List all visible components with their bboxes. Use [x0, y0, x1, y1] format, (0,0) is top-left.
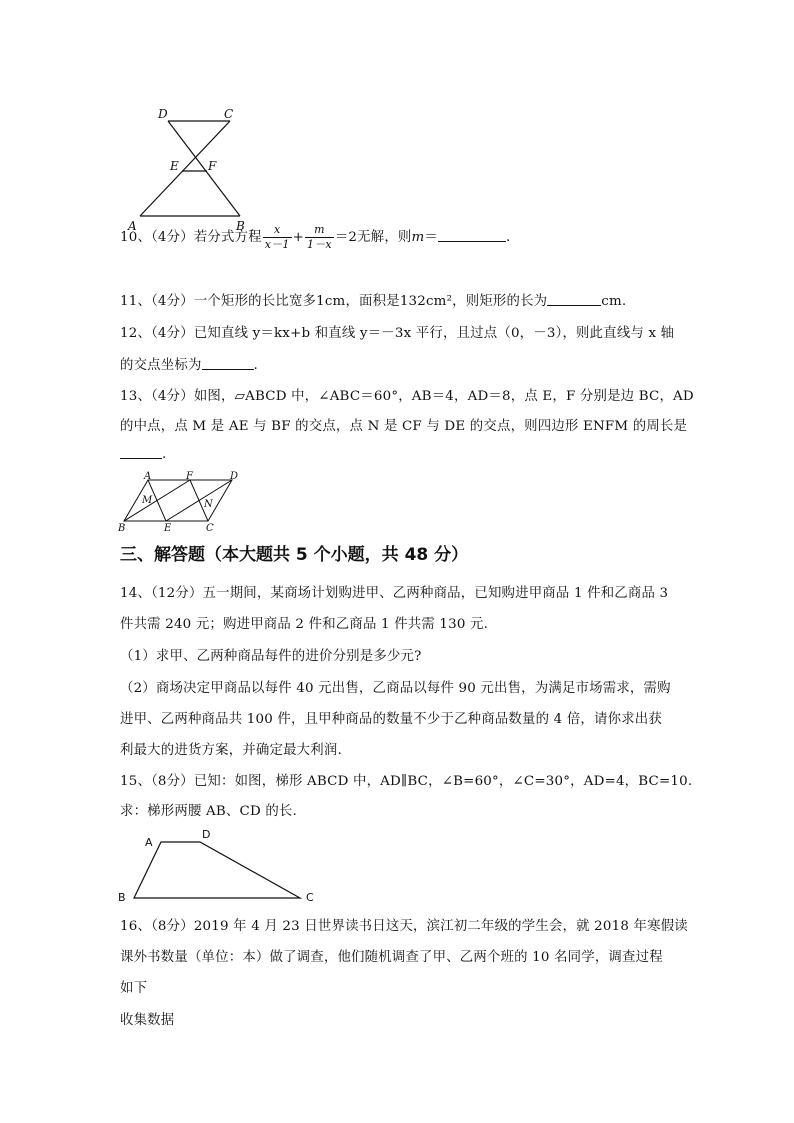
q12-line2-text: 的交点坐标为 [120, 358, 202, 373]
question-14-part-1: （1）求甲、乙两种商品每件的进价分别是多少元? [120, 649, 422, 664]
figure-trapezoid [112, 825, 322, 907]
q11-text: 11、（4分）一个矩形的长比宽多1cm，面积是132cm²，则矩形的长为 [120, 294, 548, 309]
question-11 [120, 290, 626, 309]
parallelogram-abcd [124, 480, 232, 521]
question-16-line-1: 16、（8分）2019 年 4 月 23 日世界读书日这天，滨江初二年级的学生会，就 2018 年寒假读 [120, 919, 688, 934]
trapezoid-abcd [134, 842, 300, 898]
label-m: M [142, 495, 153, 506]
label-b: B [118, 523, 126, 534]
label-d: D [158, 107, 168, 121]
q12-end: . [253, 358, 259, 373]
segment-db [168, 121, 240, 216]
label-a: A [144, 471, 152, 482]
fraction-m-over-1-minus-x [305, 223, 334, 252]
label-n: N [204, 499, 213, 510]
q10-m: m [411, 230, 425, 245]
answer-blank-12[interactable] [202, 357, 254, 370]
answer-blank-10[interactable] [438, 229, 506, 242]
question-13-line-3 [120, 446, 166, 462]
question-14-part-2-line-2: 进甲、乙两种商品共 100 件，且甲种商品的数量不少于乙种商品数量的 4 倍，请你求出获 [120, 712, 662, 727]
question-14-line-1: 14、（12分）五一期间，某商场计划购进甲、乙两种商品，已知购进甲商品 1 件和乙商品 3 [120, 586, 669, 601]
label-c: C [224, 107, 234, 121]
q10-eq2: ＝ [424, 230, 439, 245]
figure-hourglass [120, 100, 270, 235]
question-13-line-2: 的中点，点 M 是 AE 与 BF 的交点，点 N 是 CF 与 DE 的交点，则四边形 ENFM 的周长是 [120, 419, 688, 434]
label-b: B [118, 891, 126, 904]
q10-eq: ＝2无解，则 [334, 230, 412, 245]
question-13-line-1: 13、（4分）如图，▱ABCD 中，∠ABC＝60°，AB＝4，AD＝8，点 E，F 分别是边 BC，AD [120, 389, 694, 404]
frac1-den: x－1 [264, 238, 290, 251]
segment-ca [140, 121, 230, 216]
q10-prefix: 10、（4分）若分式方程 [120, 230, 262, 245]
label-a: A [128, 219, 137, 233]
frac1-num: x [263, 223, 292, 238]
question-14-part-2-line-1: （2）商场决定甲商品以每件 40 元出售，乙商品以每件 90 元出售，为满足市场需求，需购 [120, 681, 671, 696]
question-10 [120, 223, 510, 252]
segment-de [166, 480, 232, 521]
label-c: C [206, 523, 214, 534]
section-3-heading: 三、解答题（本大题共 5 个小题，共 48 分） [120, 545, 469, 565]
label-c: C [306, 891, 314, 904]
question-16-line-4: 收集数据 [120, 1013, 175, 1028]
q10-plus: + [292, 230, 305, 245]
question-16-line-2: 课外书数量（单位：本）做了调查，他们随机调查了甲、乙两个班的 10 名同学，调查过程 [120, 950, 663, 965]
frac2-den: 1－x [307, 238, 332, 251]
answer-blank-11[interactable] [547, 293, 601, 306]
question-12-line-1: 12、（4分）已知直线 y＝kx+b 和直线 y＝－3x 平行，且过点（0，－3），则此直线与 x 轴 [120, 326, 675, 341]
q11-end: cm. [601, 294, 627, 309]
segment-bf [124, 480, 190, 521]
question-14-part-2-line-3: 利最大的进货方案，并确定最大利润. [120, 743, 342, 758]
q10-end: . [506, 230, 511, 245]
label-d: D [230, 471, 239, 482]
fraction-x-over-x-minus-1 [263, 223, 292, 252]
label-a: A [145, 836, 153, 849]
answer-blank-13[interactable] [120, 446, 162, 459]
label-f: F [208, 159, 217, 173]
q13-end: . [162, 447, 167, 462]
label-e: E [170, 159, 179, 173]
question-16-line-3: 如下 [120, 981, 148, 996]
label-b: B [236, 219, 245, 233]
label-e: E [164, 523, 172, 534]
frac2-num: m [305, 223, 334, 238]
figure-parallelogram [116, 470, 246, 534]
question-12-line-2 [120, 354, 258, 373]
question-15-line-2: 求：梯形两腰 AB、CD 的长. [120, 804, 297, 819]
label-f: F [186, 471, 193, 482]
question-14-line-2: 件共需 240 元；购进甲商品 2 件和乙商品 1 件共需 130 元. [120, 617, 489, 632]
label-d: D [202, 828, 211, 841]
question-15-line-1: 15、（8分）已知：如图，梯形 ABCD 中，AD∥BC，∠B=60°，∠C=30°，AD=4，BC=10. [120, 774, 693, 789]
